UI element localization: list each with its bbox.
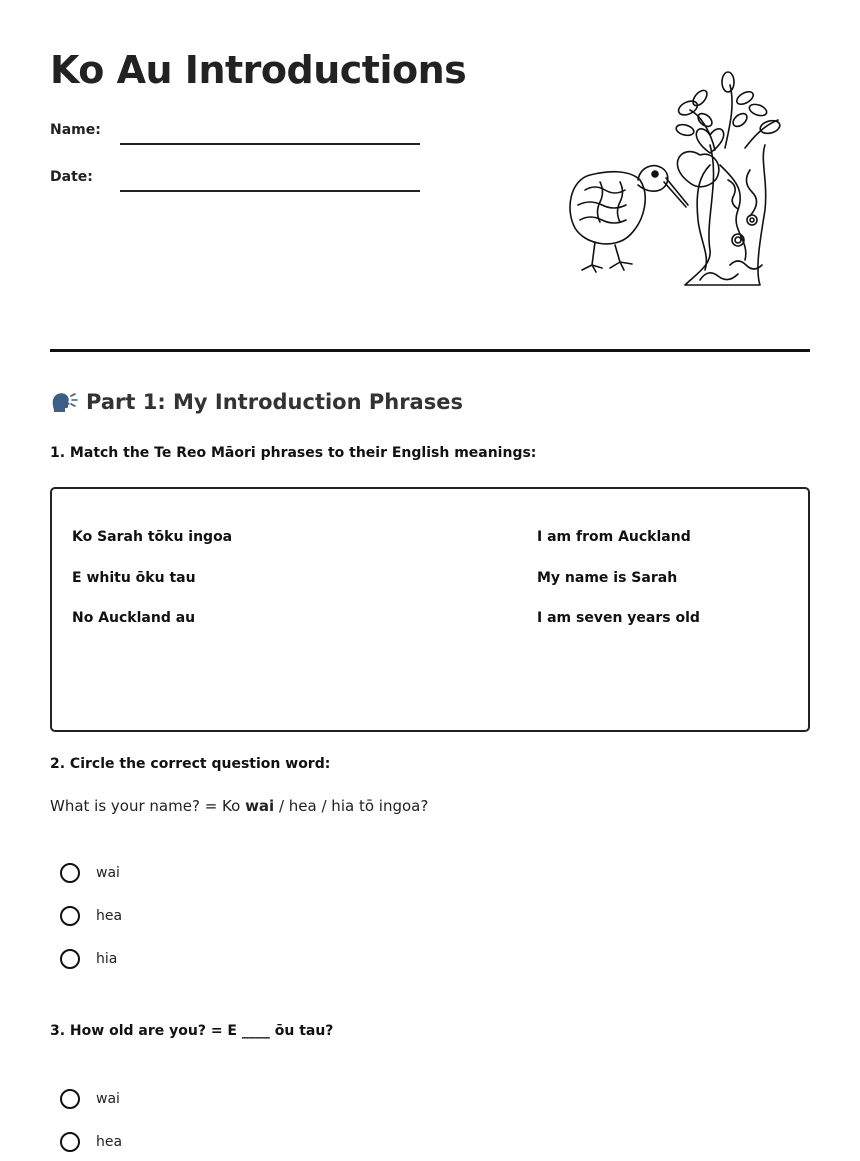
question-2-sentence [50,797,428,815]
date-label: Date: [50,169,93,185]
english-meanings-column [537,529,700,651]
name-field[interactable] [50,122,420,138]
question-3-label: 3. How old are you? = E ____ ōu tau? [50,1023,334,1039]
radio-circle[interactable] [60,906,80,926]
kiwi-tree-illustration [560,70,790,295]
q2-option-wai[interactable] [60,863,120,883]
date-field[interactable] [50,169,420,185]
part1-title: Part 1: My Introduction Phrases [86,390,463,414]
q2-option-hea[interactable] [60,906,122,926]
option-label: wai [96,865,120,881]
option-label: hia [96,951,118,967]
option-label: hea [96,1134,123,1150]
english-meaning[interactable]: My name is Sarah [537,569,678,586]
maori-phrase[interactable]: E whitu ōku tau [72,569,196,586]
option-label: wai [96,1091,120,1107]
question-2-label: 2. Circle the correct question word: [50,756,331,772]
radio-circle[interactable] [60,1089,80,1109]
option-label: hea [96,908,123,924]
matching-box [50,487,810,732]
maori-phrase[interactable]: Ko Sarah tōku ingoa [72,529,233,545]
english-meaning[interactable]: I am from Auckland [537,529,691,545]
sentence-bold-word: wai [245,797,275,815]
radio-circle[interactable] [60,949,80,969]
name-input-line[interactable] [120,142,420,145]
part1-heading [50,390,463,414]
sentence-start: What is your name? = Ko [50,797,246,815]
maori-phrase[interactable]: No Auckland au [72,610,196,626]
q3-option-wai[interactable] [60,1089,120,1109]
q2-option-hia[interactable] [60,949,117,969]
kiwi-beak [666,178,688,205]
radio-circle[interactable] [60,1132,80,1152]
worksheet-title: Ko Au Introductions [50,48,467,92]
sentence-end: / hea / hia tō ingoa? [274,797,429,815]
maori-phrases-column [72,529,232,651]
speaking-head-icon [50,390,78,414]
english-meaning[interactable]: I am seven years old [537,610,700,626]
header-divider [50,349,810,352]
radio-circle[interactable] [60,863,80,883]
date-input-line[interactable] [120,189,420,192]
name-label: Name: [50,122,101,138]
q3-option-hea[interactable] [60,1132,122,1152]
question-1-label: 1. Match the Te Reo Māori phrases to their English meanings: [50,445,537,461]
heart-leaf [696,129,723,153]
